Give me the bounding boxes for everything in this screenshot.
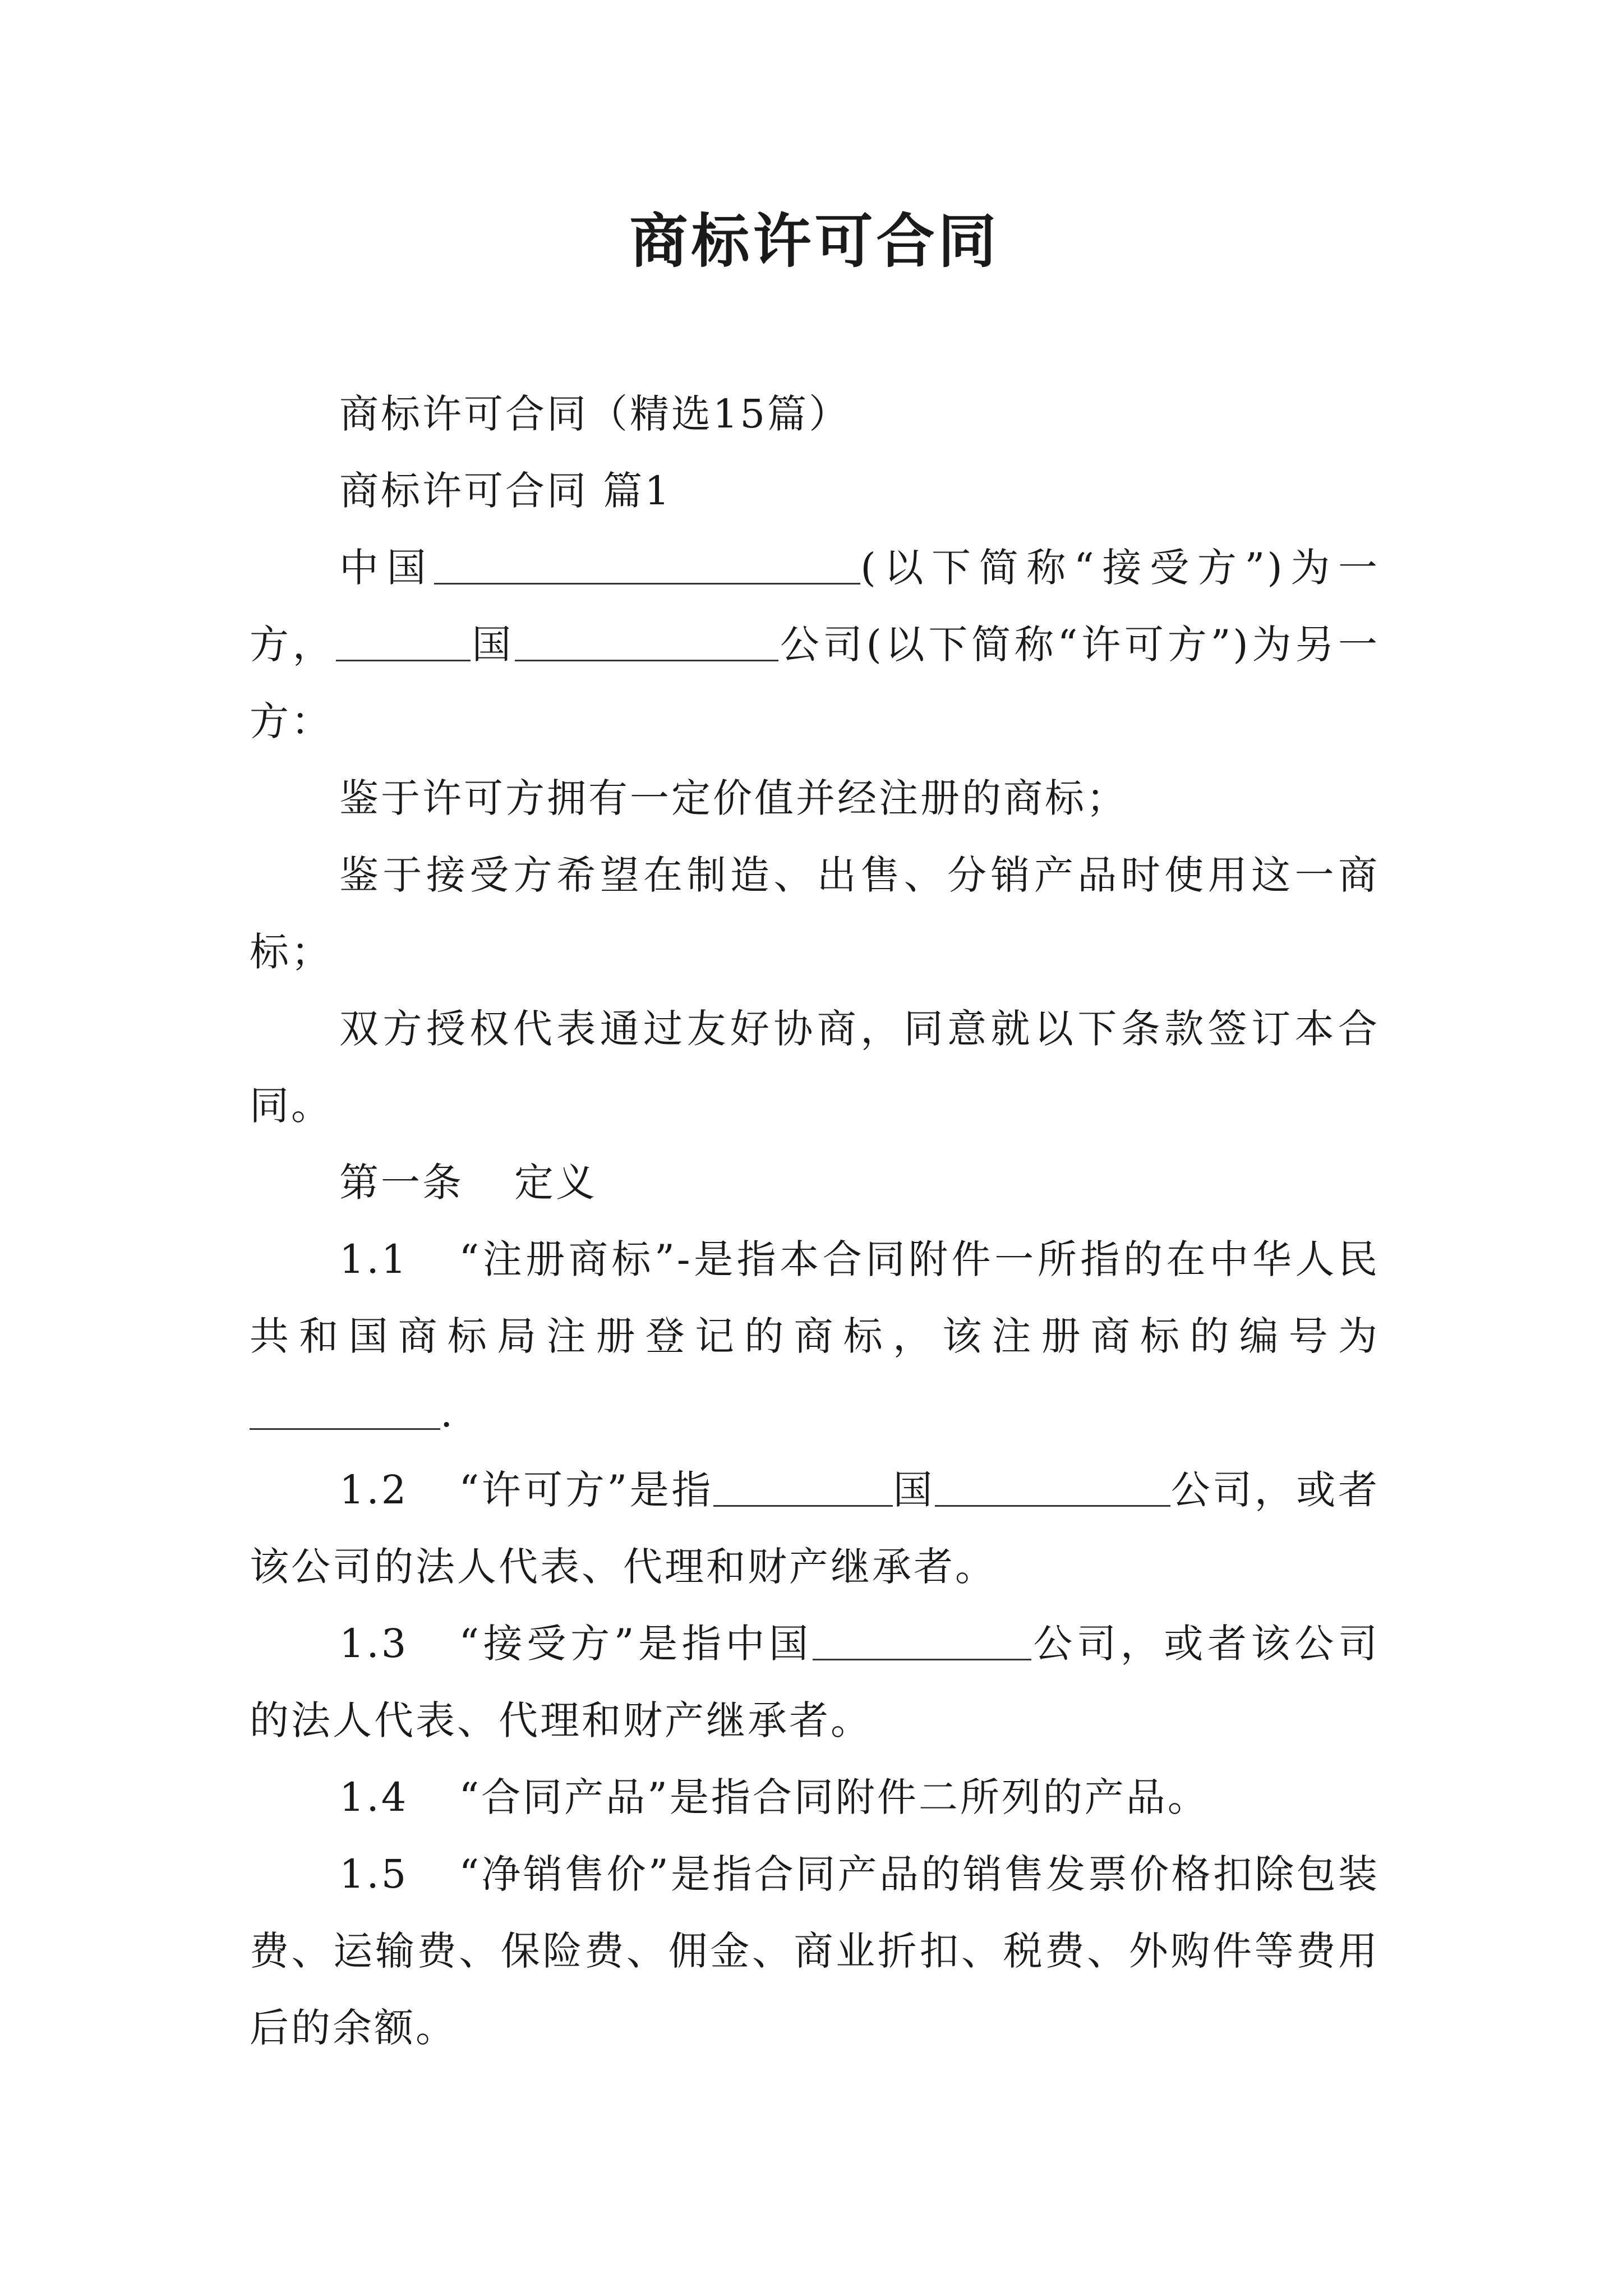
clause-text: “注册商标”-是指本合同附件一所指的在中华人民共和国商标局注册登记的商标，该注册商标的编号为 [250, 1236, 1380, 1359]
blank-line [813, 1625, 1031, 1660]
paragraph-subtitle: 商标许可合同（精选15篇） [339, 391, 851, 437]
text-fragment: 公司(以下简称“许可方”)为另一方： [250, 622, 1380, 744]
text-fragment: 国 [892, 1467, 935, 1513]
clause-number: 1.5 [339, 1851, 409, 1897]
article-title: 定义 [514, 1159, 597, 1205]
clause-number: 1.2 [339, 1467, 409, 1513]
clause-number: 1.3 [339, 1621, 409, 1667]
paragraph-agreement: 双方授权代表通过友好协商，同意就以下条款签订本合同。 [250, 1006, 1380, 1129]
article-number: 第一条 [339, 1159, 464, 1205]
blank-line [713, 1471, 893, 1507]
clause-text: “接受方”是指中国 [459, 1621, 813, 1667]
blank-line [515, 626, 778, 661]
text-fragment: 公司，或者该公司的法人代表、代理和财产继承者。 [250, 1467, 1380, 1590]
text-fragment: (以下简称“接受方”)为一方， [250, 545, 1380, 668]
paragraph-whereas-1: 鉴于许可方拥有一定价值并经注册的商标； [339, 775, 1128, 821]
blank-line [250, 1395, 440, 1430]
blank-line [336, 626, 471, 661]
paragraph-parties [250, 530, 1380, 760]
document-title: 商标许可合同 [629, 206, 1000, 275]
paragraph-clause-1-5 [250, 1836, 1380, 2067]
text-fragment: . [440, 1390, 455, 1436]
clause-number: 1.4 [339, 1774, 409, 1820]
paragraph-clause-1-1 [250, 1221, 1380, 1452]
paragraph-whereas-2: 鉴于接受方希望在制造、出售、分销产品时使用这一商标； [250, 852, 1380, 975]
text-fragment: 公司，或者该公司的法人代表、代理和财产继承者。 [250, 1621, 1380, 1743]
clause-number: 1.1 [339, 1236, 409, 1282]
clause-text: “许可方”是指 [459, 1467, 713, 1513]
paragraph-clause-1-2 [250, 1452, 1380, 1605]
document-body [250, 376, 1380, 2067]
text-fragment: 国 [470, 622, 515, 668]
clause-text: “合同产品”是指合同附件二所列的产品。 [459, 1774, 1209, 1820]
paragraph-clause-1-4 [250, 1759, 1380, 1836]
blank-line [935, 1471, 1170, 1507]
paragraph-article-1 [250, 1144, 1380, 1221]
text-fragment: 中国 [339, 545, 435, 591]
blank-line [434, 549, 860, 585]
paragraph-section-heading: 商标许可合同 篇1 [339, 468, 672, 514]
clause-text: “净销售价”是指合同产品的销售发票价格扣除包装费、运输费、保险费、佣金、商业折扣、税费、外购件等费用后的余额。 [250, 1851, 1380, 2051]
paragraph-clause-1-3 [250, 1605, 1380, 1759]
